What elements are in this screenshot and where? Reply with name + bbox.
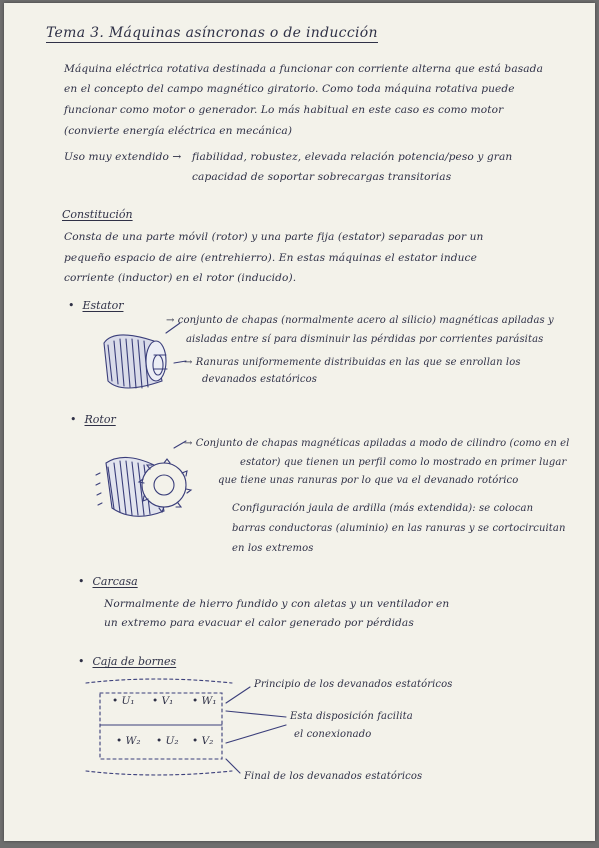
terminal-w1: • W₁ <box>192 695 217 707</box>
carcasa-line-1: Normalmente de hierro fundido y con aletas y un ventilador en <box>104 598 450 610</box>
estator-note2-line-2: devanados estatóricos <box>202 374 317 385</box>
estator-label: Estator <box>82 299 124 312</box>
rotor-note2-line-1: Configuración jaula de ardilla (más extendida): se colocan <box>232 503 534 514</box>
terminal-w2: • W₂ <box>116 735 141 747</box>
terminal-u1: • U₁ <box>112 695 135 707</box>
terminal-v2: • V₂ <box>192 735 214 747</box>
bullet-caja-bornes: • Caja de bornes <box>78 655 177 668</box>
page-title: Tema 3. Máquinas asíncronas o de inducción <box>46 25 378 41</box>
terminal-v2-label: V₂ <box>201 735 214 747</box>
bullet-carcasa: • Carcasa <box>78 575 138 588</box>
section-heading-constitucion: Constitución <box>62 208 133 221</box>
constitucion-line-2: pequeño espacio de aire (entrehierro). En estas máquinas el estator induce <box>64 252 477 264</box>
intro-line-2: en el concepto del campo magnético giratorio. Como toda máquina rotativa puede <box>64 83 515 95</box>
terminal-u1-label: U₁ <box>121 695 135 707</box>
intro-line-3: funcionar como motor o generador. Lo más habitual en este caso es como motor <box>64 104 504 116</box>
rotor-note1-line-2: estator) que tienen un perfil como lo mostrado en primer lugar <box>240 457 567 468</box>
uses-line-2: capacidad de soportar sobrecargas transitorias <box>192 171 452 183</box>
carcasa-label: Carcasa <box>92 575 138 588</box>
constitucion-line-1: Consta de una parte móvil (rotor) y una parte fija (estator) separadas por un <box>64 231 484 243</box>
hand-drawn-sketches <box>4 3 595 841</box>
estator-note1-line-1: → conjunto de chapas (normalmente acero al silicio) magnéticas apiladas y <box>166 315 554 326</box>
bullet-rotor: • Rotor <box>70 413 116 426</box>
caja-label: Caja de bornes <box>92 655 177 668</box>
stator-drawing-icon <box>104 335 167 388</box>
uses-label: Uso muy extendido → <box>64 151 182 163</box>
bullet-estator: • Estator <box>68 299 124 312</box>
rotor-note1-line-1: → Conjunto de chapas magnéticas apiladas a modo de cilindro (como en el <box>184 438 570 449</box>
notebook-page <box>4 3 595 841</box>
carcasa-line-2: un extremo para evacuar el calor generado por pérdidas <box>104 617 414 629</box>
terminal-u2: • U₂ <box>156 735 179 747</box>
rotor-note2-line-2: barras conductoras (aluminio) en las ranuras y se cortocircuitan <box>232 523 566 534</box>
terminal-box-drawing <box>86 679 232 775</box>
estator-note2-line-1: → Ranuras uniformemente distribuidas en las que se enrollan los <box>184 357 521 368</box>
terminal-w1-label: W₁ <box>201 695 217 707</box>
terminal-w2-label: W₂ <box>125 735 141 747</box>
rotor-note2-line-3: en los extremos <box>232 543 314 554</box>
caja-note-top: Principio de los devanados estatóricos <box>254 679 453 690</box>
caja-note-bottom: Final de los devanados estatóricos <box>244 771 423 782</box>
caja-note-mid-1: Esta disposición facilita <box>290 711 413 722</box>
rotor-drawing-icon <box>96 457 191 516</box>
terminal-v1: • V₁ <box>152 695 174 707</box>
constitucion-line-3: corriente (inductor) en el rotor (inducido). <box>64 272 297 284</box>
terminal-v1-label: V₁ <box>161 695 174 707</box>
uses-line-1: fiabilidad, robustez, elevada relación potencia/peso y gran <box>192 151 513 163</box>
caja-note-mid-2: el conexionado <box>294 729 372 740</box>
intro-line-4: (convierte energía eléctrica en mecánica) <box>64 125 293 137</box>
rotor-label: Rotor <box>84 413 116 426</box>
terminal-u2-label: U₂ <box>165 735 179 747</box>
rotor-note1-line-3: que tiene unas ranuras por lo que va el devanado rotórico <box>218 475 519 486</box>
estator-note1-line-2: aisladas entre sí para disminuir las pérdidas por corrientes parásitas <box>186 334 544 345</box>
intro-line-1: Máquina eléctrica rotativa destinada a funcionar con corriente alterna que está basada <box>64 63 543 75</box>
